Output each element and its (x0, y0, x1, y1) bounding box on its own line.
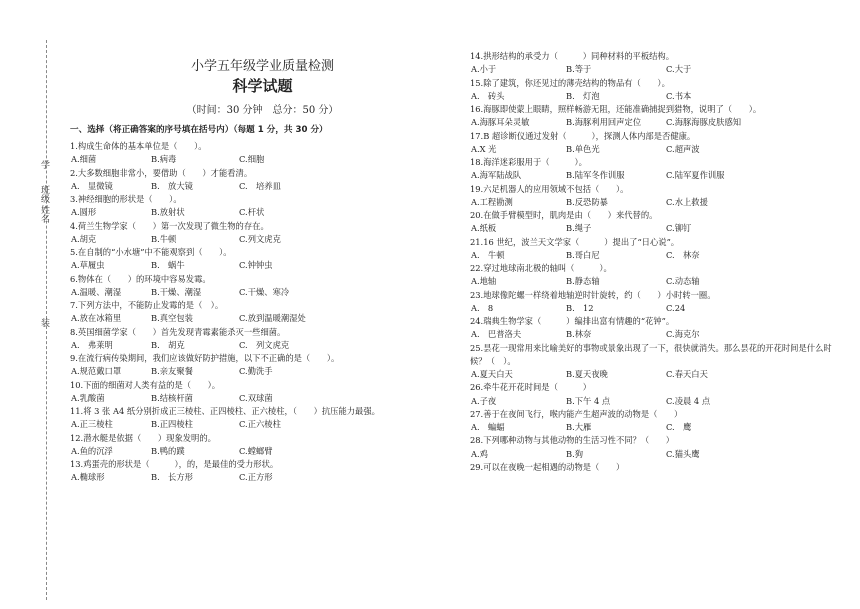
answer-options (70, 418, 455, 431)
answer-option: B.干燥、潮湿 (151, 286, 202, 297)
question-text: 6.物体在（ ）的环境中容易发霉。 (70, 273, 211, 284)
answer-options (70, 339, 455, 352)
answer-options (70, 233, 455, 246)
answer-options (470, 143, 835, 156)
answer-options (470, 249, 835, 262)
answer-option: B.陆军冬作训服 (566, 170, 625, 181)
question-text: 21.16 世纪，波兰天文学家（ ）提出了“日心说”。 (470, 236, 680, 247)
answer-option: A.圆形 (71, 207, 97, 218)
answer-option: B.夏天夜晚 (566, 369, 608, 379)
answer-option: B.大雁 (566, 422, 592, 432)
answer-option: B. 蜗牛 (151, 260, 185, 271)
answer-options (70, 206, 455, 219)
answer-option: C.钟钟虫 (239, 260, 273, 271)
answer-option: C. 培养皿 (239, 180, 281, 191)
answer-option: A. 弗莱明 (71, 339, 113, 350)
question-text: 15.除了建筑，你还见过的薄壳结构的物品有（ ）。 (470, 77, 670, 88)
answer-option: C.超声波 (666, 143, 700, 154)
answer-options (470, 395, 835, 408)
answer-option: A.鱼的沉浮 (71, 445, 113, 456)
answer-option: A. 显微镜 (71, 180, 113, 191)
answer-option: B.正四棱柱 (151, 419, 193, 430)
answer-option: A.纸板 (471, 223, 497, 234)
question-text: 13.鸡蛋壳的形状是（ ），的，是最佳的受力形状。 (70, 459, 279, 469)
answer-option: B.鸭的蹼 (151, 445, 185, 456)
answer-option: B.亲友聚餐 (151, 366, 193, 377)
answer-options (70, 259, 455, 272)
answer-options (470, 63, 835, 76)
answer-option: B.海豚利用回声定位 (566, 117, 642, 128)
answer-option: C.铆钉 (666, 223, 692, 234)
question-text: 14.拱形结构的承受力（ ）同种材料的平板结构。 (470, 51, 675, 61)
answer-options (70, 471, 455, 484)
answer-option: B.哥白尼 (566, 249, 600, 260)
binding-margin (0, 0, 58, 609)
answer-options (470, 275, 835, 288)
binding-label-top: 学 (39, 160, 49, 169)
answer-option: B.放射状 (151, 207, 185, 218)
question-text: 7.下列方法中，不能防止发霉的是（ ）。 (70, 300, 224, 310)
answer-option: C.放到温暖潮湿处 (239, 313, 306, 324)
answer-option: C.春天白天 (666, 369, 708, 379)
answer-option: C.勤洗手 (239, 366, 273, 377)
answer-option: A. 蝙蝠 (471, 422, 505, 432)
right-question-list (470, 50, 835, 474)
answer-option: B. 12 (566, 302, 594, 313)
answer-options (70, 312, 455, 325)
answer-option: A.胡克 (71, 233, 97, 244)
answer-options (470, 302, 835, 315)
answer-option: C.正六棱柱 (239, 419, 281, 430)
left-column (70, 46, 455, 485)
answer-option: C.双球菌 (239, 392, 273, 403)
answer-option: C.大于 (666, 64, 692, 75)
answer-option: A. 巴普洛夫 (471, 329, 522, 340)
answer-options (70, 365, 455, 378)
answer-option: B.单色光 (566, 143, 600, 154)
question-text: 19.六足机器人的应用领域不包括（ ）。 (470, 183, 629, 194)
right-column (470, 50, 835, 474)
question-text: 22.穿过地球南北极的轴叫（ ）。 (470, 263, 612, 273)
answer-options (470, 90, 835, 103)
answer-option: C.陆军夏作训服 (666, 170, 725, 181)
answer-option: C.动态轴 (666, 276, 700, 287)
answer-option: B. 胡克 (151, 339, 185, 350)
answer-options (70, 445, 455, 458)
answer-option: A.海豚耳朵灵敏 (471, 117, 530, 128)
answer-option: C.螳螂臂 (239, 445, 273, 456)
answer-option: C.书本 (666, 90, 692, 101)
answer-option: A.规范戴口罩 (71, 366, 122, 377)
exam-time-info: （时间：30 分钟 总分：50 分） (186, 105, 339, 116)
answer-option: A.子夜 (471, 395, 497, 406)
answer-options (70, 286, 455, 299)
answer-option: C.凌晨 4 点 (666, 395, 711, 406)
answer-option: A.乳酸菌 (71, 392, 105, 403)
answer-options (470, 169, 835, 182)
answer-option: C.猫头鹰 (666, 448, 700, 459)
answer-options (470, 222, 835, 235)
question-text: 20.在做手臂模型时，肌肉是由（ ）来代替的。 (470, 210, 658, 220)
answer-option: B.结核杆菌 (151, 392, 193, 403)
answer-option: B.病毒 (151, 154, 177, 165)
question-text: 3.神经细胞的形状是（ ）。 (70, 194, 182, 204)
answer-option: B.反恐防暴 (566, 196, 608, 207)
answer-option: A.地轴 (471, 276, 497, 287)
answer-option: A.海军陆战队 (471, 170, 522, 181)
answer-option: C.杆状 (239, 207, 265, 218)
question-text: 28.下列哪种动物与其他动物的生活习性不同？（ ） (470, 435, 675, 446)
question-text: 29.可以在夜晚一起相遇的动物是（ ） (470, 461, 625, 472)
answer-option: A. 牛顿 (471, 249, 505, 260)
question-text: 10.下面的细菌对人类有益的是（ ）。 (70, 379, 221, 390)
answer-option: C. 林奈 (666, 249, 700, 260)
question-text: 11.将 3 张 A4 纸分别折成正三棱柱、正四棱柱、正六棱柱，（ ）抗压能力最强。 (70, 406, 380, 416)
answer-option: B.静态轴 (566, 276, 600, 287)
answer-option: A.温暖、潮湿 (71, 286, 122, 297)
answer-option: A.小于 (471, 64, 497, 75)
question-text: 9.在流行病传染期间，我们应该做好防护措施，以下不正确的是（ ）。 (70, 353, 340, 363)
answer-options (470, 421, 835, 434)
answer-option: B. 放大镜 (151, 180, 193, 191)
question-text: 2.大多数细胞非常小，要借助（ ）才能看清。 (70, 167, 253, 178)
answer-option: A.椭球形 (71, 472, 105, 483)
exam-subject: 科学试题 (232, 77, 293, 95)
answer-option: A.X 光 (471, 143, 497, 154)
answer-option: B. 灯泡 (566, 90, 600, 101)
binding-label-class: 班级 (39, 185, 49, 203)
answer-option: B.牛顿 (151, 233, 177, 244)
question-text: 23.地球像陀螺一样绕着地轴逆时针旋转，约（ ）小时转一圈。 (470, 289, 716, 300)
answer-option: A.鸡 (471, 448, 488, 459)
question-text: 17.B 超诊断仪通过发射（ ），探测人体内部是否健康。 (470, 130, 696, 141)
answer-option: A. 砖头 (471, 90, 505, 101)
answer-option: A.细菌 (71, 154, 97, 165)
question-text: 16.海豚即使蒙上眼睛，照样畅游无阻，还能准确捕捉到猎物，说明了（ ）。 (470, 104, 762, 114)
question-text: 18.海洋迷彩服用于（ ）。 (470, 157, 587, 167)
answer-option: C.正方形 (239, 472, 273, 483)
answer-options (70, 180, 455, 193)
answer-option: B.下午 4 点 (566, 395, 611, 406)
answer-options (470, 448, 835, 461)
binding-label-name: 姓名 (39, 205, 49, 223)
answer-options (70, 153, 455, 166)
answer-option: A.工程勘测 (471, 196, 513, 207)
answer-option: A.草履虫 (71, 260, 105, 271)
question-text: 12.潜水艇是依据（ ）现象发明的。 (70, 432, 216, 443)
section-heading: 一、选择（将正确答案的序号填在括号内）（每题 1 分，共 30 分） (70, 125, 328, 135)
question-text: 1.构成生命体的基本单位是（ ）。 (70, 141, 207, 151)
answer-options (470, 368, 835, 381)
question-text: 26.牵牛花开花时间是（ ） (470, 382, 592, 393)
question-text: 4.荷兰生物学家（ ）第一次发现了微生物的存在。 (70, 220, 269, 231)
exam-title: 小学五年级学业质量检测 (190, 59, 334, 74)
question-text: 24.瑞典生物学家（ ）编排出富有情趣的“花钟”。 (470, 316, 675, 326)
answer-option: C. 鹰 (666, 422, 692, 432)
answer-option: B.等于 (566, 64, 592, 75)
answer-option: C.干燥、寒冷 (239, 286, 290, 297)
answer-option: B.真空包装 (151, 313, 193, 324)
answer-option: A. 8 (471, 302, 494, 313)
answer-option: B.绳子 (566, 223, 592, 234)
answer-option: A.放在冰箱里 (71, 313, 122, 324)
answer-option: C.海豚海豚皮肤感知 (666, 117, 742, 128)
answer-option: C.海克尔 (666, 329, 700, 340)
answer-option: A.正三棱柱 (71, 419, 113, 430)
left-question-list (70, 140, 455, 485)
binding-label-low: 装 (39, 318, 49, 327)
question-text: 5.在自制的“小水塘”中不能观察到（ ）。 (70, 247, 232, 257)
answer-option: C.水上救援 (666, 196, 708, 207)
answer-options (470, 196, 835, 209)
answer-option: C. 列文虎克 (239, 339, 290, 350)
question-text: 27.善于在夜间飞行，喉内能产生超声波的动物是（ ） (470, 408, 683, 419)
question-text: 25.昙花一现常用来比喻美好的事物或景象出现了一下，很快就消失。那么昙花的开花时间是什么时候？（ ）。 (470, 342, 832, 366)
answer-option: A.夏天白天 (471, 369, 513, 379)
answer-option: B.狗 (566, 448, 584, 459)
answer-option: B. 长方形 (151, 472, 193, 483)
answer-option: B.林奈 (566, 329, 592, 340)
answer-option: C.24 (666, 302, 686, 313)
question-text: 8.英国细菌学家（ ）首先发现青霉素能杀灭一些细菌。 (70, 326, 286, 337)
answer-options (470, 116, 835, 129)
answer-option: C.细胞 (239, 154, 265, 165)
answer-option: C.列文虎克 (239, 233, 281, 244)
answer-options (470, 328, 835, 341)
answer-options (70, 392, 455, 405)
